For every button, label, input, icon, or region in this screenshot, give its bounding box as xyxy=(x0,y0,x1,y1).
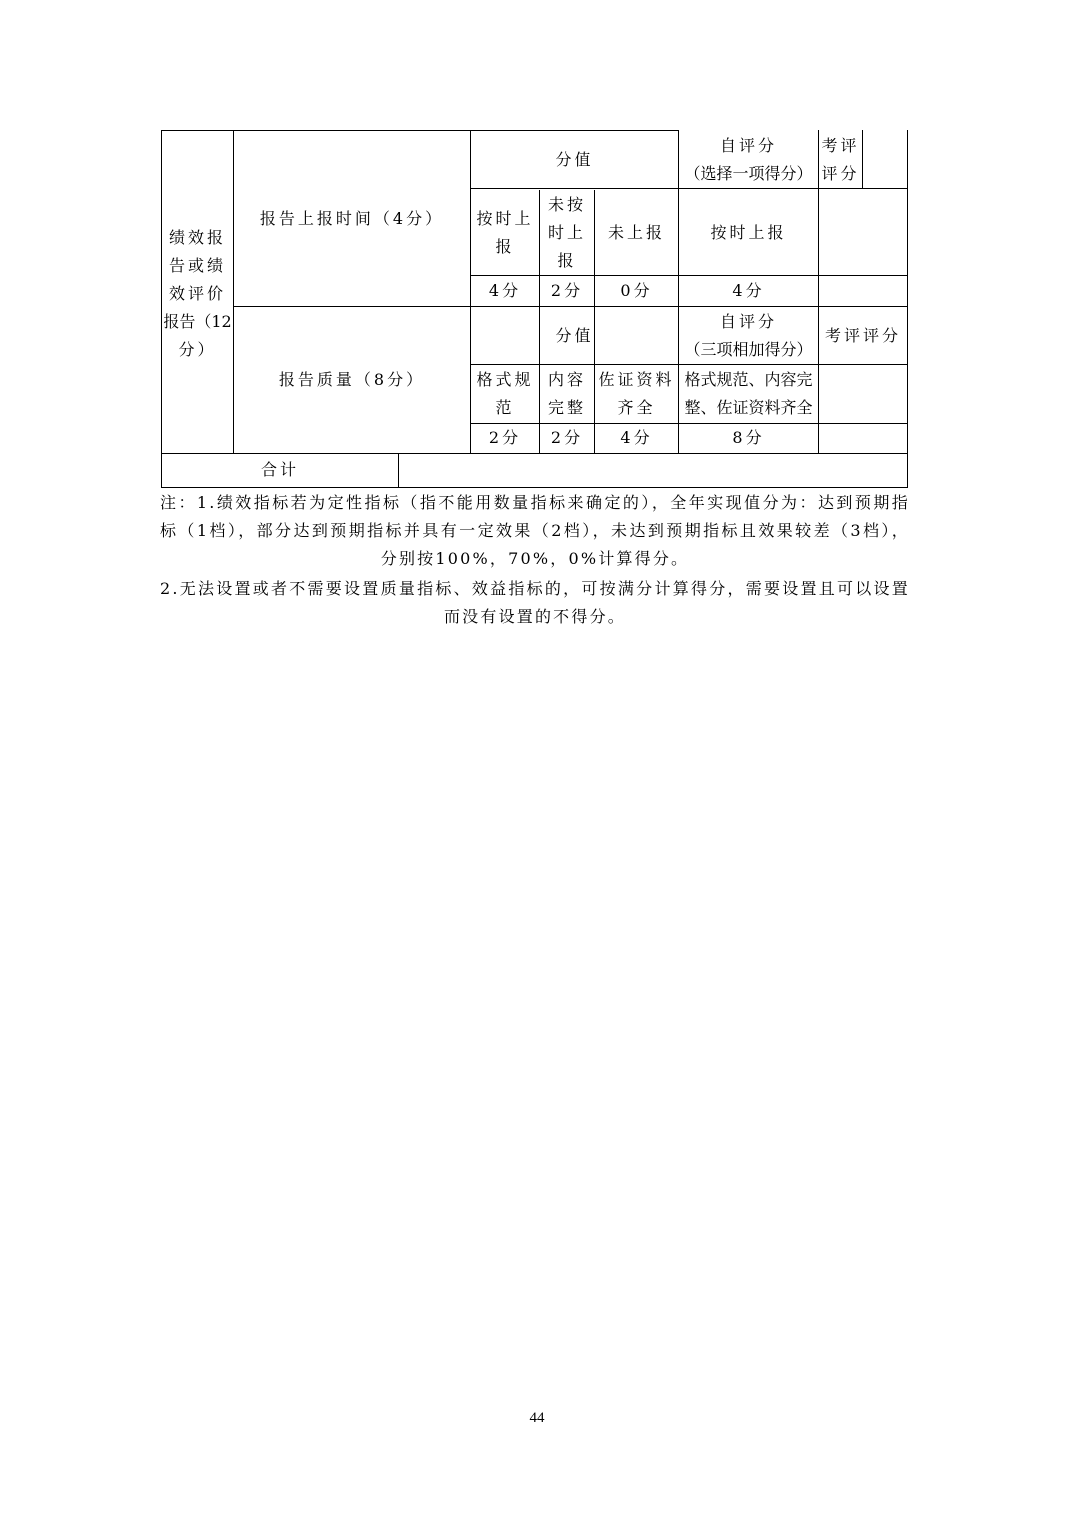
section1-self-score: 4分 xyxy=(732,281,765,300)
section1-option-label: 时上 xyxy=(547,223,586,242)
section2-option-score: 4分 xyxy=(620,428,653,447)
section2-self-score: 8分 xyxy=(732,428,765,447)
section2-review-header: 考评评分 xyxy=(824,326,901,345)
section1-option-score: 0分 xyxy=(620,281,653,300)
note-line: 分别按100%，70%，0%计算得分。 xyxy=(380,549,690,568)
section2-option-label: 完整 xyxy=(547,398,586,417)
section1-option-label: 报 xyxy=(495,237,515,256)
note-line: 2.无法设置或者不需要设置质量指标、效益指标的，可按满分计算得分，需要设置且可以设置 xyxy=(160,579,910,598)
section2-option-label: 格式规 xyxy=(476,370,534,389)
category-line: 绩效报 xyxy=(168,228,226,247)
section2-option-score: 2分 xyxy=(550,428,584,447)
section1-option-label: 未按 xyxy=(547,195,586,214)
section1-self-header: （选择一项得分） xyxy=(684,164,813,183)
section2-option-label: 佐证资料 xyxy=(598,370,675,389)
section1-score-header: 分值 xyxy=(555,150,594,169)
page-number: 44 xyxy=(529,1410,545,1426)
section2-self-value: 整、佐证资料齐全 xyxy=(684,398,813,417)
section1-self-header: 自评分 xyxy=(719,136,777,155)
category-line: 效评价 xyxy=(168,284,226,303)
category-line: 告或绩 xyxy=(168,256,226,275)
section1-option-score: 4分 xyxy=(488,281,522,300)
section2-self-header: 自评分 xyxy=(719,312,777,331)
section2-title: 报告质量（8分） xyxy=(278,370,426,389)
section2-self-header: （三项相加得分） xyxy=(684,340,813,359)
category-line: 分） xyxy=(178,340,217,359)
section2-self-value: 格式规范、内容完 xyxy=(684,370,813,389)
note-line: 而没有设置的不得分。 xyxy=(443,607,626,626)
section1-option-label: 未上报 xyxy=(607,223,665,242)
section1-title: 报告上报时间（4分） xyxy=(259,209,445,228)
note-line: 标（1档），部分达到预期指标并具有一定效果（2档），未达到预期指标且效果较差（3档）， xyxy=(160,521,910,540)
section2-score-header: 分值 xyxy=(555,326,594,345)
section1-review-header: 评分 xyxy=(821,164,860,183)
section1-option-label: 报 xyxy=(557,251,577,270)
total-label: 合计 xyxy=(260,460,299,479)
section2-option-score: 2分 xyxy=(488,428,522,447)
section2-option-label: 内容 xyxy=(547,370,586,389)
section2-option-label: 范 xyxy=(495,398,515,417)
section1-option-score: 2分 xyxy=(550,281,584,300)
section1-review-header: 考评 xyxy=(821,136,860,155)
section1-self-value: 按时上报 xyxy=(710,223,787,242)
category-line: 报告（12 xyxy=(163,312,232,331)
section1-option-label: 按时上 xyxy=(476,209,534,228)
section2-option-label: 齐全 xyxy=(617,398,656,417)
note-line: 注：1.绩效指标若为定性指标（指不能用数量指标来确定的），全年实现值分为：达到预期指 xyxy=(160,493,910,512)
